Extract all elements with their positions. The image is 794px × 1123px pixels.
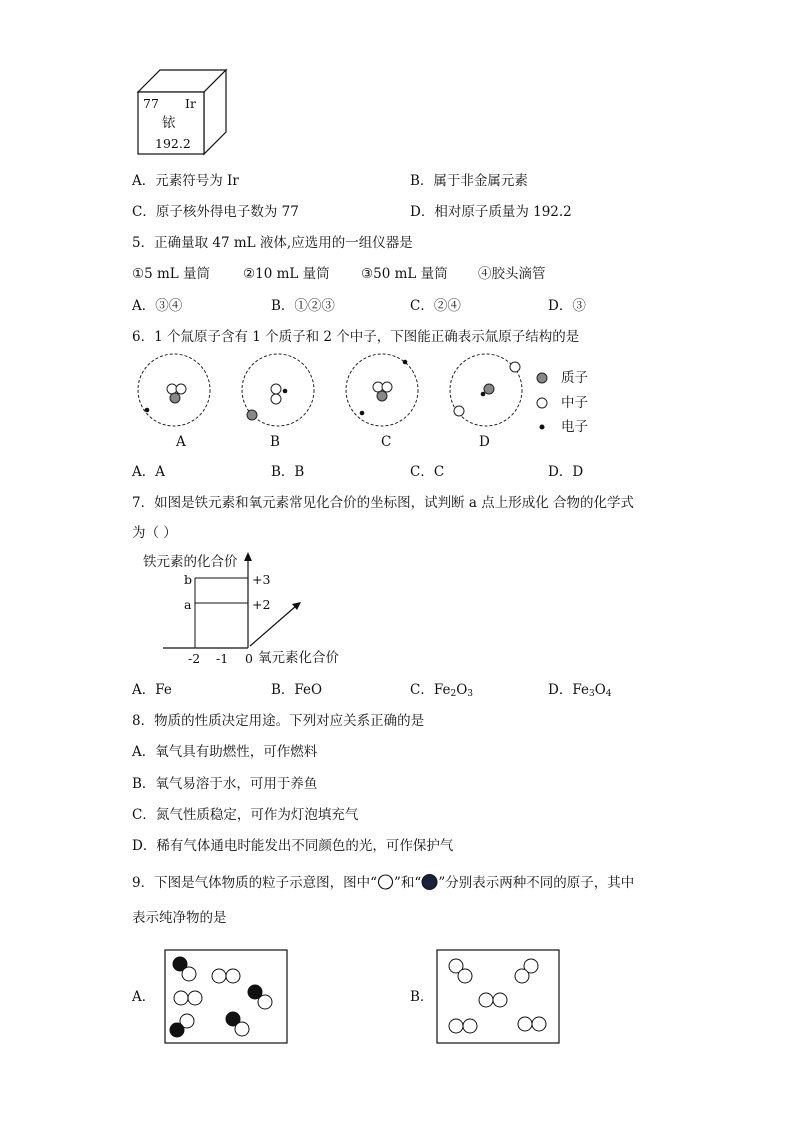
atom-label-a: A bbox=[176, 434, 186, 450]
q7-option-a[interactable]: A．Fe bbox=[132, 682, 172, 698]
graph-value-plus2: +2 bbox=[252, 597, 271, 612]
element-mass: 192.2 bbox=[155, 136, 191, 151]
q5-instrument-1: ①5 mL 量筒 bbox=[132, 266, 211, 282]
q5-option-d[interactable]: D．③ bbox=[548, 298, 586, 314]
q7-stem-line1: 7．如图是铁元素和氧元素常见化合价的坐标图，试判断 a 点上形成化 合物的化学式 bbox=[132, 495, 635, 511]
q6-option-a[interactable]: A．A bbox=[132, 464, 165, 480]
q9-option-b-label[interactable]: B． bbox=[410, 989, 434, 1005]
graph-point-a: a bbox=[184, 597, 192, 612]
q5-instrument-4: ④胶头滴管 bbox=[478, 266, 546, 282]
q5-option-c[interactable]: C．②④ bbox=[410, 298, 461, 314]
legend-proton: 质子 bbox=[561, 370, 588, 386]
q6-stem: 6．1 个氚原子含有 1 个质子和 2 个中子，下图能正确表示氚原子结构的是 bbox=[132, 329, 580, 345]
q4-option-b[interactable]: B．属于非金属元素 bbox=[410, 173, 528, 189]
q6-option-d[interactable]: D．D bbox=[548, 464, 584, 480]
q5-instrument-2: ②10 mL 量筒 bbox=[243, 266, 330, 282]
graph-point-b: b bbox=[184, 572, 193, 587]
q7-option-d[interactable]: D．$Fe_3O_4$ bbox=[548, 682, 612, 699]
atom-label-b: B bbox=[270, 434, 280, 450]
q5-option-a[interactable]: A．③④ bbox=[132, 298, 183, 314]
q7-stem-line2: 为（ ） bbox=[132, 525, 177, 541]
q7-option-c[interactable]: C．$Fe_2O_3$ bbox=[410, 682, 474, 699]
legend-electron: 电子 bbox=[561, 419, 588, 435]
graph-value-plus3: +3 bbox=[252, 572, 271, 587]
graph-x-title: 氧元素化合价 bbox=[258, 650, 339, 666]
q5-stem: 5．正确量取 47 mL 液体,应选用的一组仪器是 bbox=[132, 235, 413, 251]
q8-option-b[interactable]: B．氧气易溶于水，可用于养鱼 bbox=[132, 776, 318, 792]
q6-option-b[interactable]: B．B bbox=[271, 464, 305, 480]
element-symbol: Ir bbox=[185, 96, 196, 111]
graph-y-title: 铁元素的化合价 bbox=[143, 554, 238, 570]
graph-tick-minus2: -2 bbox=[188, 651, 201, 666]
legend-neutron: 中子 bbox=[561, 395, 588, 411]
q5-option-b[interactable]: B．①②③ bbox=[271, 298, 335, 314]
element-number: 77 bbox=[143, 96, 159, 111]
q8-stem: 8．物质的性质决定用途。下列对应关系正确的是 bbox=[132, 713, 425, 729]
graph-tick-zero: 0 bbox=[245, 651, 253, 666]
q5-instrument-3: ③50 mL 量筒 bbox=[361, 266, 448, 282]
q4-option-a[interactable]: A．元素符号为 Ir bbox=[132, 173, 239, 189]
particle-box-a bbox=[165, 950, 287, 1043]
q9-option-a-label[interactable]: A． bbox=[132, 989, 156, 1005]
q8-option-a[interactable]: A．氧气具有助燃性，可作燃料 bbox=[132, 744, 318, 760]
q6-option-c[interactable]: C．C bbox=[410, 464, 445, 480]
q9-stem-line2: 表示纯净物的是 bbox=[132, 910, 227, 926]
q4-option-d[interactable]: D．相对原子质量为 192.2 bbox=[410, 204, 572, 220]
atom-label-c: C bbox=[381, 434, 392, 450]
q9-stem-line1: 9．下图是气体物质的粒子示意图，图中“ ”和“ ”分别表示两种不同的原子，其中 bbox=[132, 875, 635, 891]
q8-option-d[interactable]: D．稀有气体通电时能发出不同颜色的光，可作保护气 bbox=[132, 838, 454, 854]
element-name: 铱 bbox=[162, 115, 176, 131]
graph-tick-minus1: -1 bbox=[216, 651, 229, 666]
particle-box-b bbox=[437, 950, 559, 1043]
q7-option-b[interactable]: B．FeO bbox=[271, 682, 323, 698]
q8-option-c[interactable]: C．氮气性质稳定，可作为灯泡填充气 bbox=[132, 807, 359, 823]
atom-label-d: D bbox=[479, 434, 490, 450]
q4-option-c[interactable]: C．原子核外得电子数为 77 bbox=[132, 204, 299, 220]
